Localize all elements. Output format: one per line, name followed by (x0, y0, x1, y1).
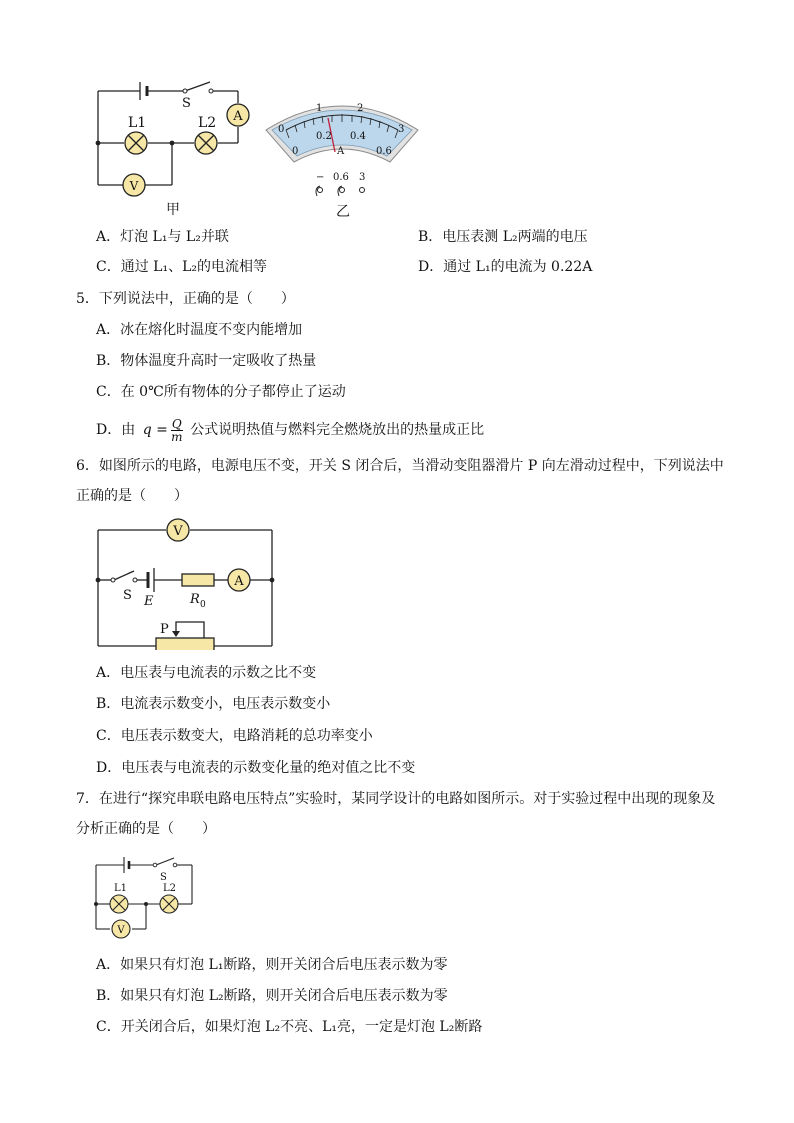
fig-yi-label: 乙 (336, 204, 350, 220)
q4-option-a[interactable]: A．灯泡 L₁与 L₂并联 (96, 229, 229, 245)
q5-option-d-suffix: 公式说明热值与燃料完全燃烧放出的热量成正比 (190, 422, 485, 438)
q6-ammeter-symbol (228, 569, 250, 591)
q4-option-b[interactable]: B．电压表测 L₂两端的电压 (418, 229, 588, 245)
q7-option-c[interactable]: C．开关闭合后，如果灯泡 L₂不亮、L₁亮，一定是灯泡 L₂断路 (96, 1019, 483, 1035)
terminal-3: 3 (359, 172, 366, 183)
lamp-l2-label: L2 (198, 115, 217, 131)
q7-switch-label: S (160, 872, 167, 883)
q6-stem-line2: 正确的是（ ） (76, 488, 188, 504)
lamp-l1-label: L1 (128, 115, 147, 131)
q7-stem-line2: 分析正确的是（ ） (76, 821, 216, 837)
lamp-l1-symbol (125, 132, 147, 154)
q6-voltmeter-symbol (167, 519, 189, 541)
resistor-r0-symbol (182, 574, 214, 586)
meter-unit: A (337, 146, 345, 157)
switch-label: S (182, 96, 191, 111)
q7-option-a[interactable]: A．如果只有灯泡 L₁断路，则开关闭合后电压表示数为零 (96, 957, 448, 973)
q6-slider-label: P (160, 622, 169, 637)
q7-circuit (90, 852, 200, 942)
q4-option-d[interactable]: D．通过 L₁的电流为 0.22A (418, 259, 593, 275)
q5-stem: 5．下列说法中，正确的是（ ） (76, 291, 295, 307)
top-scale-2: 2 (357, 103, 364, 114)
q6-ammeter-label: A (234, 574, 244, 589)
q6-option-c[interactable]: C．电压表示数变大，电路消耗的总功率变小 (96, 728, 373, 744)
q5-option-d-prefix: D．由 (96, 422, 136, 438)
terminal-0-6: 0.6 (333, 172, 349, 183)
q4-ammeter-dial-yi (262, 92, 422, 222)
q4-option-c[interactable]: C．通过 L₁、L₂的电流相等 (96, 259, 267, 275)
q7-stem-line1: 7．在进行“探究串联电路电压特点”实验时，某同学设计的电路如图所示。对于实验过程中出现的现象及 (76, 791, 716, 807)
top-scale-3: 3 (398, 124, 405, 135)
q5-formula-lhs: q = (142, 422, 168, 438)
bottom-scale-0-4: 0.4 (350, 131, 366, 142)
q5-formula-numerator: Q (171, 416, 182, 431)
q6-resistor-label: R (190, 592, 200, 607)
q6-voltmeter-label: V (173, 524, 183, 539)
q5-option-a[interactable]: A．冰在熔化时温度不变内能增加 (96, 322, 303, 338)
voltmeter-symbol (123, 174, 145, 196)
rheostat-symbol (156, 638, 214, 650)
q7-lamp-l1-symbol (110, 895, 128, 913)
q6-option-d[interactable]: D．电压表与电流表的示数变化量的绝对值之比不变 (96, 760, 416, 776)
ammeter-label: A (233, 109, 243, 124)
bottom-scale-0-6: 0.6 (376, 146, 392, 157)
q6-option-a[interactable]: A．电压表与电流表的示数之比不变 (96, 665, 317, 681)
q4-circuit-jia (90, 78, 260, 220)
lamp-l2-symbol (195, 132, 217, 154)
q7-option-b[interactable]: B．如果只有灯泡 L₂断路，则开关闭合后电压表示数为零 (96, 988, 448, 1004)
q5-option-c[interactable]: C．在 0℃所有物体的分子都停止了运动 (96, 384, 346, 400)
q5-formula-fraction (171, 418, 183, 443)
top-scale-1: 1 (316, 103, 323, 114)
q6-source-label: E (144, 594, 154, 609)
voltmeter-label: V (129, 179, 139, 193)
bottom-scale-0-2: 0.2 (316, 131, 332, 142)
q6-option-b[interactable]: B．电流表示数变小，电压表示数变小 (96, 696, 331, 712)
q6-stem-line1: 6．如图所示的电路，电源电压不变，开关 S 闭合后，当滑动变阻器滑片 P 向左滑动过程中，下列说法中 (76, 458, 724, 474)
top-scale-0: 0 (278, 124, 285, 135)
q6-switch-label: S (123, 588, 132, 603)
fig-jia-label: 甲 (166, 202, 180, 218)
q7-voltmeter-symbol (112, 920, 130, 938)
q5-option-b[interactable]: B．物体温度升高时一定吸收了热量 (96, 353, 317, 369)
q5-formula-denominator: m (171, 429, 183, 444)
q7-lamp-l2-label: L2 (163, 883, 177, 894)
q6-resistor-subscript: 0 (200, 600, 206, 610)
q7-lamp-l2-symbol (160, 895, 178, 913)
q7-voltmeter-label: V (117, 925, 125, 936)
ammeter-symbol (227, 104, 249, 126)
q6-circuit (90, 514, 280, 650)
bottom-scale-0: 0 (292, 146, 299, 157)
q5-option-d[interactable] (96, 413, 484, 447)
q7-lamp-l1-label: L1 (114, 883, 128, 894)
terminal-minus: − (316, 172, 325, 183)
